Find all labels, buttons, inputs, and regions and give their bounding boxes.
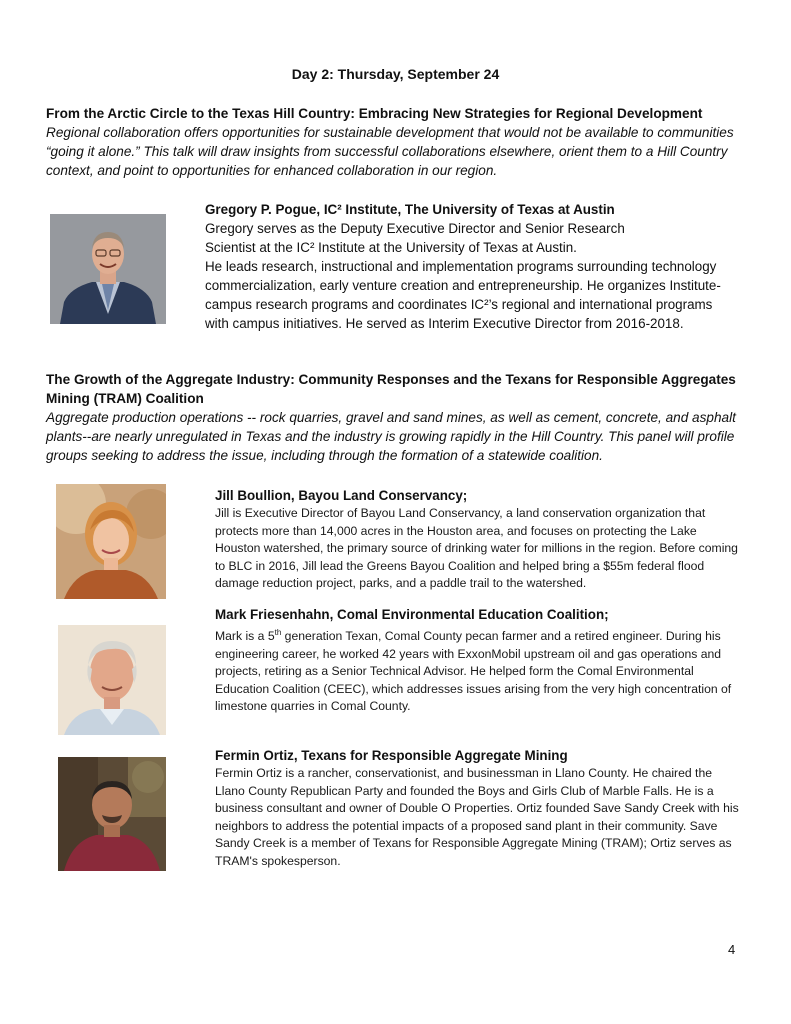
speaker-photo-boullion (56, 484, 166, 599)
session-title: The Growth of the Aggregate Industry: Community Responses and the Texans for Responsible Aggregates Mining (TRAM) Coalition (46, 372, 736, 406)
session-1 (46, 104, 754, 180)
bio-paragraph: He leads research, instructional and implementation programs surrounding technology commercialization, early venture creation and entrepreneurship. He organizes Institute-campus research programs and coordinates IC²’s regional and international programs with campus initiatives. He served as Interim Executive Director from 2016-2018. (205, 259, 721, 331)
session-2 (46, 370, 754, 465)
speaker-name: Jill Boullion, Bayou Land Conservancy; (215, 488, 468, 503)
speaker-photo-ortiz (58, 757, 166, 871)
speaker-friesenhahn (215, 605, 745, 716)
bio-text: generation Texan, Comal County pecan farmer and a retired engineer. During his engineering career, he worked 42 years with ExxonMobil upstream oil and gas operations and projects, retiring as a Senior Technical Advisor. He helped form the Comal Environmental Education Coalition (CEEC), which addresses issues arising from the very high concentration of limestone quarries in Comal County. (215, 629, 732, 714)
bio-superscript: th (274, 628, 282, 637)
speaker-name: Fermin Ortiz, Texans for Responsible Aggregate Mining (215, 748, 568, 763)
bio-line: Gregory serves as the Deputy Executive Director and Senior Research (205, 221, 625, 236)
speaker-ortiz (215, 746, 745, 871)
speaker-pogue (205, 200, 735, 333)
bio-text: Mark is a 5 (215, 629, 275, 644)
speaker-bio: Jill is Executive Director of Bayou Land Conservancy, a land conservation organization that protects more than 14,000 acres in the Houston area, and focuses on protecting the Lake Houston watershed, the primary source of drinking water for millions in the region. Before coming to BLC in 2016, Jill lead the Greens Bayou Coalition and helped bring a $55m federal flood damage reduction project, parks, and a paddle trail to the watershed. (215, 506, 738, 591)
speaker-bio: Fermin Ortiz is a rancher, conservationist, and businessman in Llano County. He chaired the Llano County Republican Party and founded the Boys and Girls Club of Marble Falls. He is a business consultant and owner of Double O Properties. Ortiz founded Save Sandy Creek with his neighbors to address the potential impacts of a proposed sand plant in their community. Save Sandy Creek is a member of Texans for Responsible Aggregate Mining (TRAM); Ortiz serves as TRAM's spokesperson. (215, 766, 739, 868)
speaker-photo-pogue (50, 214, 166, 324)
speaker-bio (205, 219, 735, 333)
speaker-name: Mark Friesenhahn, Comal Environmental Education Coalition; (215, 607, 609, 622)
day-heading: Day 2: Thursday, September 24 (291, 66, 500, 82)
speaker-bio (215, 624, 745, 716)
session-description: Aggregate production operations -- rock quarries, gravel and sand mines, as well as cement, concrete, and asphalt plants--are nearly unregulated in Texas and the industry is growing rapidly in the Hill Country. This panel will profile groups seeking to address the issue, including through the formation of a statewide coalition. (46, 410, 736, 463)
speaker-photo-friesenhahn (58, 625, 166, 735)
bio-line: Scientist at the IC² Institute at the University of Texas at Austin. (205, 240, 577, 255)
page-number: 4 (728, 942, 736, 957)
session-title: From the Arctic Circle to the Texas Hill Country: Embracing New Strategies for Regional Development (46, 106, 703, 121)
speaker-name: Gregory P. Pogue, IC² Institute, The University of Texas at Austin (205, 202, 615, 217)
session-description: Regional collaboration offers opportunities for sustainable development that would not be available to communities “going it alone.” This talk will draw insights from successful collaborations elsewhere, orient them to a Hill Country context, and point to opportunities for enhanced collaboration in our region. (46, 125, 734, 178)
speaker-boullion (215, 486, 745, 593)
